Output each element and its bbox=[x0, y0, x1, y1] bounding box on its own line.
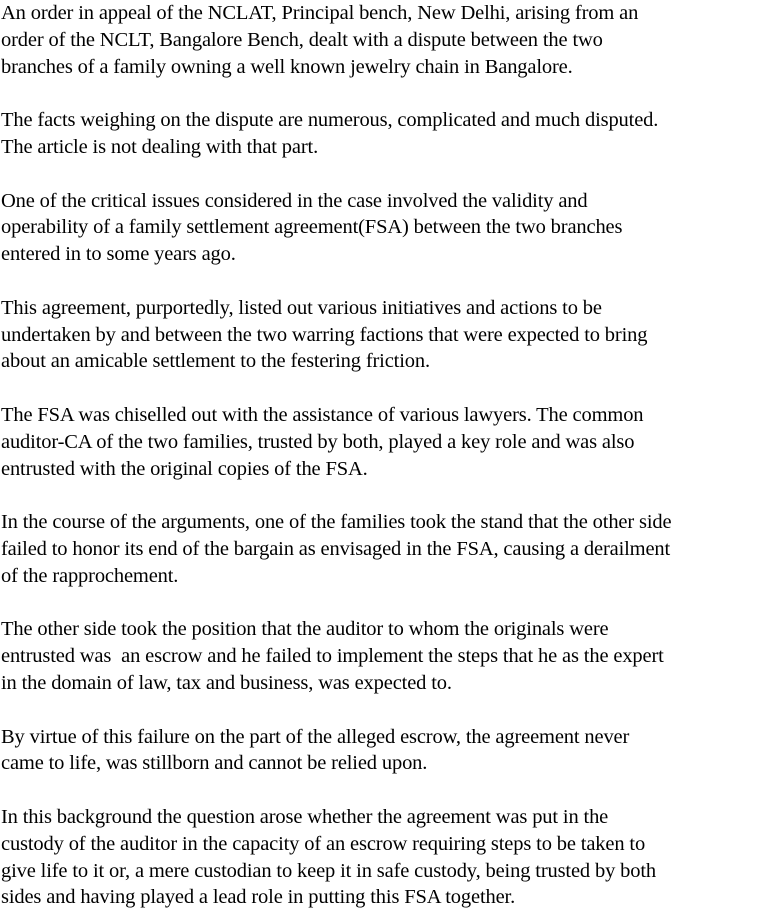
paragraph-8: By virtue of this failure on the part of the alleged escrow, the agreement never came to life, was stillborn and cannot be relied upon. bbox=[1, 725, 630, 775]
paragraph-9: In this background the question arose whether the agreement was put in the custody of the auditor in the capacity of an escrow requiring steps to be taken to give life to it or, a mere custodian to keep it in safe custody, being trusted by both sides and having played a lead role in putting this FSA together. bbox=[1, 805, 657, 909]
paragraph-3: One of the critical issues considered in the case involved the validity and operability of a family settlement agreement(FSA) between the two branches entered in to some years ago. bbox=[1, 189, 623, 266]
paragraph-7: The other side took the position that the auditor to whom the originals were entrusted was an escrow and he failed to implement the steps that he as the expert in the domain of law, tax and business, was expected to. bbox=[1, 618, 664, 694]
paragraph-4: This agreement, purportedly, listed out various initiatives and actions to be undertaken by and between the two warring factions that were expected to bring about an amicable settlement to the festering friction. bbox=[1, 296, 648, 373]
paragraph-1: An order in appeal of the NCLAT, Principal bench, New Delhi, arising from an order of the NCLT, Bangalore Bench, dealt with a dispute between the two branches of a family owning a well known jewelry chain in Bangalore. bbox=[1, 2, 639, 78]
paragraph-6: In the course of the arguments, one of the families took the stand that the other side failed to honor its end of the bargain as envisaged in the FSA, causing a derailment of the rapprochement. bbox=[1, 511, 672, 587]
paragraph-2: The facts weighing on the dispute are numerous, complicated and much disputed. The article is not dealing with that part. bbox=[1, 109, 659, 158]
paragraph-5: The FSA was chiselled out with the assistance of various lawyers. The common auditor-CA of the two families, trusted by both, played a key role and was also entrusted with the original copies of the FSA. bbox=[1, 403, 644, 480]
